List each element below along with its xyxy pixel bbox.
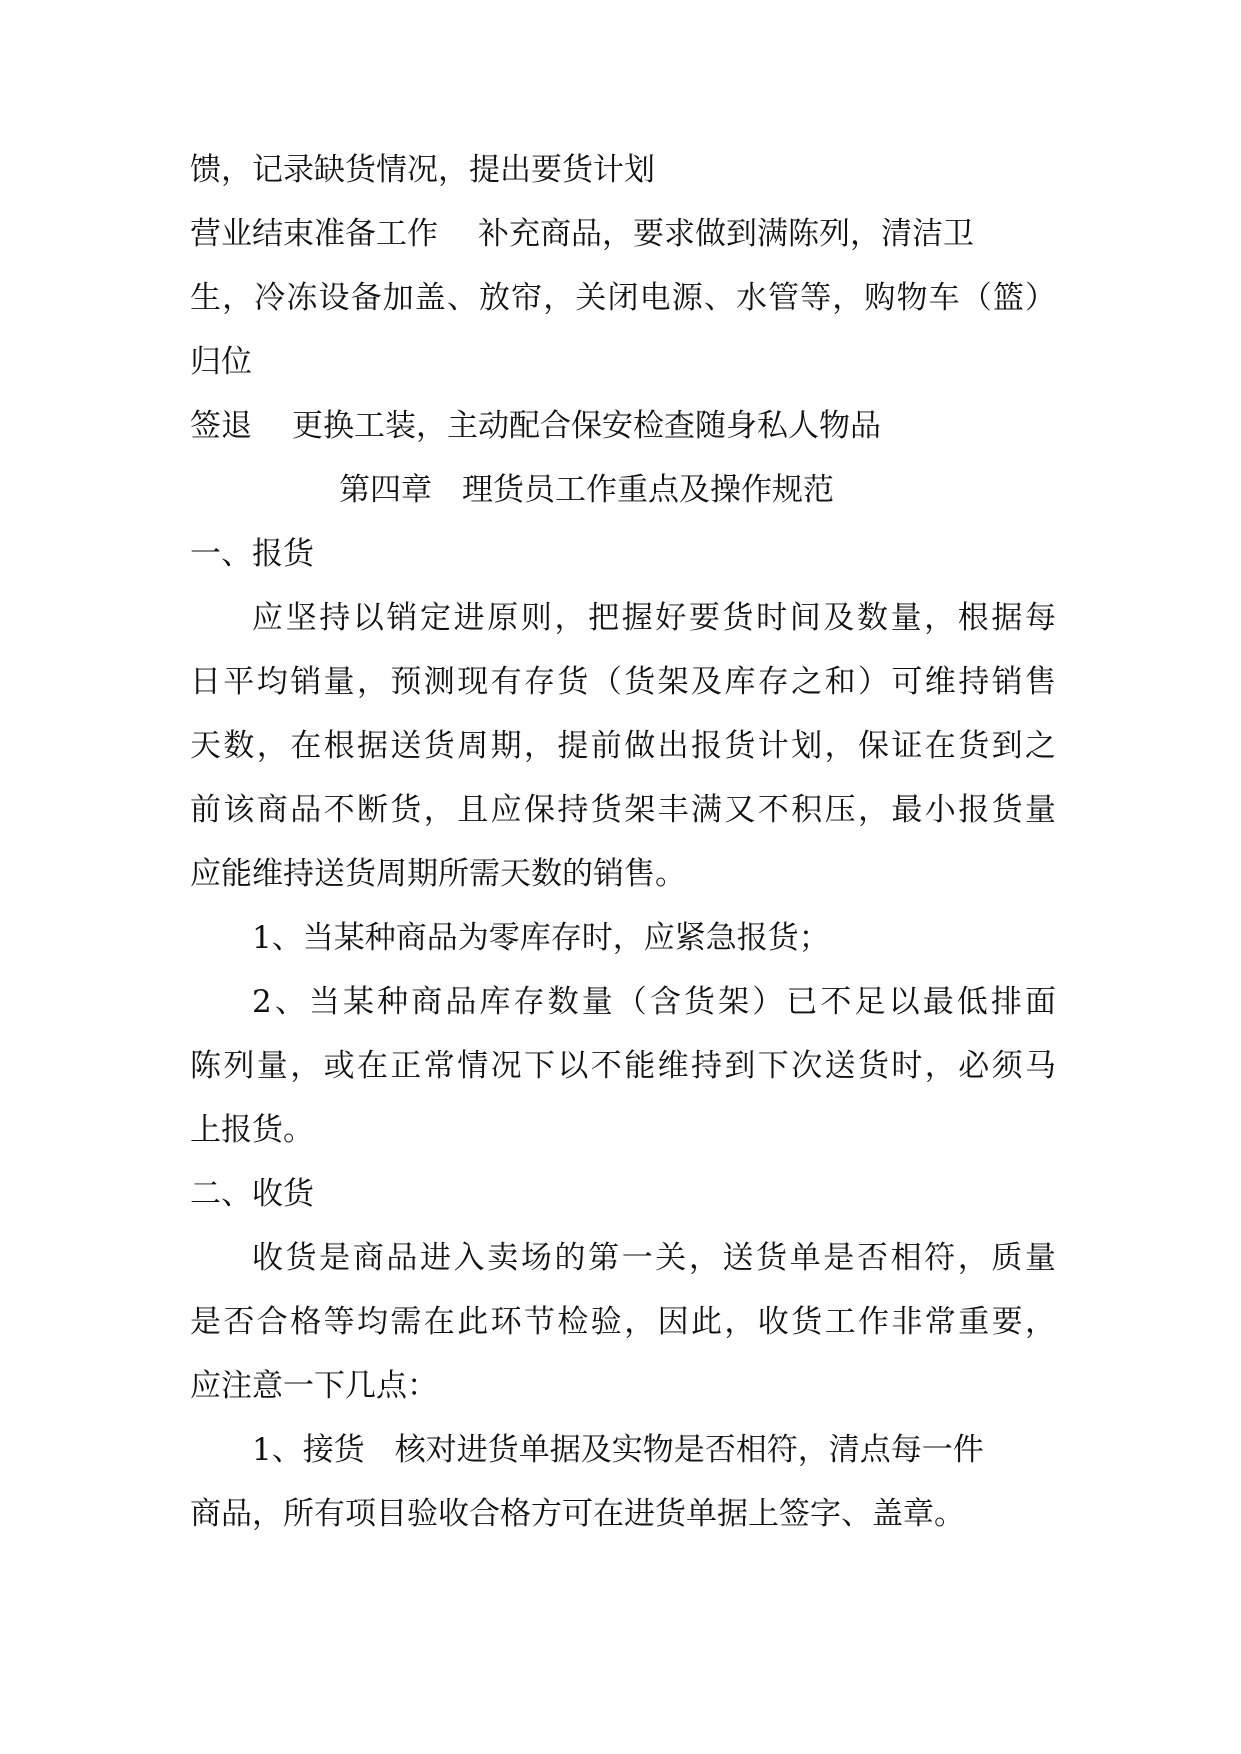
- list-item: [252, 1430, 984, 1470]
- paragraph-line: 应能维持送货周期所需天数的销售。: [190, 856, 686, 892]
- paragraph-line: 天数，在根据送货周期，提前做出报货计划，保证在货到之: [190, 728, 1056, 764]
- section-line: [190, 406, 881, 446]
- paragraph-line: 前该商品不断货，且应保持货架丰满又不积压，最小报货量: [190, 792, 1056, 828]
- item-title: 1、接货: [252, 1432, 365, 1468]
- item-text: 补充商品，要求做到满陈列，清洁卫: [478, 216, 974, 252]
- section-heading: 二、收货: [190, 1176, 314, 1212]
- item-text: 更换工装，主动配合保安检查随身私人物品: [292, 408, 881, 444]
- item-title: 营业结束准备工作: [190, 216, 438, 252]
- paragraph-line: 应注意一下几点：: [190, 1368, 438, 1404]
- item-text: 核对进货单据及实物是否相符，清点每一件: [394, 1432, 984, 1468]
- chapter-number: 第四章: [339, 472, 432, 508]
- paragraph-line: 应坚持以销定进原则，把握好要货时间及数量，根据每: [252, 600, 1056, 636]
- paragraph-line: 收货是商品进入卖场的第一关，送货单是否相符，质量: [252, 1240, 1056, 1276]
- paragraph-line: 归位: [190, 344, 252, 380]
- section-line: [190, 214, 974, 254]
- paragraph-line: 是否合格等均需在此环节检验，因此，收货工作非常重要，: [190, 1304, 1056, 1340]
- chapter-title: 理货员工作重点及操作规范: [462, 472, 834, 508]
- paragraph-line: 日平均销量，预测现有存货（货架及库存之和）可维持销售: [190, 664, 1056, 700]
- chapter-heading: [339, 470, 834, 510]
- paragraph-line: 上报货。: [190, 1112, 314, 1148]
- paragraph-line: 馈，记录缺货情况，提出要货计划: [190, 152, 655, 188]
- paragraph-line: 生，冷冻设备加盖、放帘，关闭电源、水管等，购物车（篮）: [190, 280, 1056, 316]
- list-item: 2、当某种商品库存数量（含货架）已不足以最低排面: [252, 984, 1056, 1020]
- list-item: 1、当某种商品为零库存时，应紧急报货；: [252, 920, 830, 956]
- item-title: 签退: [190, 408, 252, 444]
- paragraph-line: 商品，所有项目验收合格方可在进货单据上签字、盖章。: [190, 1496, 965, 1532]
- paragraph-line: 陈列量，或在正常情况下以不能维持到下次送货时，必须马: [190, 1048, 1056, 1084]
- section-heading: 一、报货: [190, 536, 314, 572]
